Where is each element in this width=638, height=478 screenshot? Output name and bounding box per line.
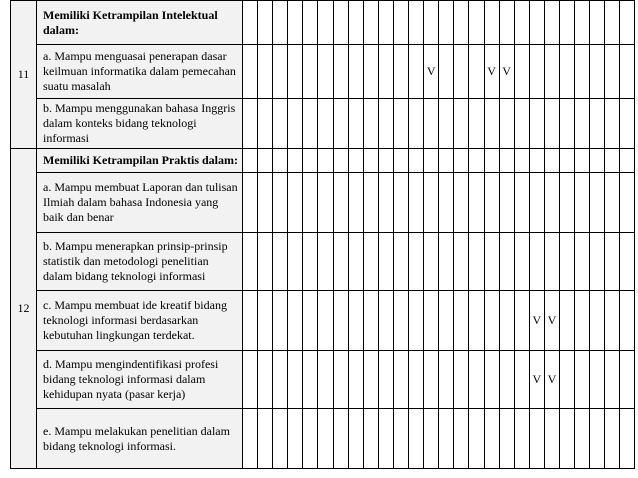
mark-cell (559, 45, 574, 99)
mark-cell (273, 173, 288, 233)
mark-cell (529, 233, 544, 291)
mark-cell (575, 233, 590, 291)
mark-cell (288, 291, 303, 351)
mark-cell (484, 351, 499, 409)
table-row (11, 409, 635, 469)
mark-cell: V (484, 45, 499, 99)
mark-cell: V (529, 351, 544, 409)
mark-cell (529, 149, 544, 173)
mark-cell (544, 45, 559, 99)
mark-cell (273, 149, 288, 173)
mark-cell (469, 99, 484, 149)
mark-cell (378, 173, 393, 233)
mark-cell (439, 173, 454, 233)
mark-cell (318, 1, 333, 45)
mark-cell (348, 351, 363, 409)
mark-cell (575, 45, 590, 99)
mark-cell (393, 351, 408, 409)
mark-cell (273, 99, 288, 149)
mark-cell (590, 351, 605, 409)
mark-cell (318, 173, 333, 233)
mark-cell (258, 99, 273, 149)
mark-cell (333, 1, 348, 45)
mark-cell (544, 409, 559, 469)
mark-cell (333, 351, 348, 409)
mark-cell (499, 99, 514, 149)
mark-cell (318, 45, 333, 99)
mark-cell (363, 99, 378, 149)
mark-cell (529, 1, 544, 45)
mark-cell (529, 45, 544, 99)
competency-item: d. Mampu mengindentifikasi profesi bidang teknologi informasi dalam kehidupan nyata (pasar kerja) (37, 351, 243, 409)
mark-cell (544, 1, 559, 45)
mark-cell (605, 45, 620, 99)
mark-cell (258, 351, 273, 409)
mark-cell (484, 409, 499, 469)
competency-item: e. Mampu melakukan penelitian dalam bidang teknologi informasi. (37, 409, 243, 469)
mark-cell (454, 173, 469, 233)
mark-cell (499, 409, 514, 469)
mark-cell (424, 1, 439, 45)
mark-cell (514, 409, 529, 469)
mark-cell (333, 291, 348, 351)
mark-cell (469, 149, 484, 173)
table-row (11, 45, 635, 99)
mark-cell (469, 173, 484, 233)
mark-cell (620, 233, 635, 291)
mark-cell (605, 1, 620, 45)
mark-cell (363, 351, 378, 409)
mark-cell (424, 409, 439, 469)
mark-cell (303, 45, 318, 99)
mark-cell (333, 409, 348, 469)
mark-cell (590, 233, 605, 291)
mark-cell (559, 99, 574, 149)
table-row (11, 173, 635, 233)
mark-cell (348, 149, 363, 173)
mark-cell (439, 291, 454, 351)
mark-cell: V (544, 291, 559, 351)
mark-cell (469, 409, 484, 469)
mark-cell (544, 173, 559, 233)
mark-cell (303, 173, 318, 233)
competency-item: a. Mampu menguasai penerapan dasar keilmuan informatika dalam pemecahan suatu masalah (37, 45, 243, 99)
mark-cell (393, 1, 408, 45)
mark-cell (393, 149, 408, 173)
mark-cell (469, 351, 484, 409)
mark-cell (620, 149, 635, 173)
mark-cell (514, 233, 529, 291)
mark-cell (484, 233, 499, 291)
assessment-table (10, 0, 635, 469)
mark-cell (514, 351, 529, 409)
mark-cell (243, 351, 258, 409)
mark-cell (273, 45, 288, 99)
mark-cell (378, 233, 393, 291)
mark-cell (620, 351, 635, 409)
mark-cell (454, 409, 469, 469)
mark-cell (454, 351, 469, 409)
mark-cell (620, 45, 635, 99)
mark-cell (605, 291, 620, 351)
mark-cell (590, 45, 605, 99)
mark-cell (333, 149, 348, 173)
mark-cell (333, 45, 348, 99)
mark-cell (605, 351, 620, 409)
mark-cell (575, 409, 590, 469)
table-row (11, 99, 635, 149)
mark-cell (348, 45, 363, 99)
mark-cell (620, 99, 635, 149)
mark-cell (605, 149, 620, 173)
mark-cell: V (544, 351, 559, 409)
table-row (11, 149, 635, 173)
mark-cell (575, 1, 590, 45)
mark-cell (469, 1, 484, 45)
mark-cell (243, 1, 258, 45)
table-row (11, 233, 635, 291)
mark-cell (363, 45, 378, 99)
mark-cell (378, 351, 393, 409)
table-row (11, 1, 635, 45)
mark-cell (454, 99, 469, 149)
mark-cell (273, 291, 288, 351)
mark-cell (529, 409, 544, 469)
mark-cell (559, 173, 574, 233)
mark-cell (363, 1, 378, 45)
mark-cell (575, 351, 590, 409)
mark-cell (439, 409, 454, 469)
mark-cell (590, 291, 605, 351)
mark-cell (303, 409, 318, 469)
mark-cell (590, 409, 605, 469)
mark-cell (575, 173, 590, 233)
mark-cell (288, 99, 303, 149)
mark-cell (393, 291, 408, 351)
mark-cell (243, 149, 258, 173)
mark-cell (333, 233, 348, 291)
mark-cell (605, 233, 620, 291)
row-number: 12 (11, 149, 37, 469)
mark-cell (484, 173, 499, 233)
mark-cell (288, 173, 303, 233)
mark-cell (363, 233, 378, 291)
mark-cell (348, 1, 363, 45)
mark-cell (529, 99, 544, 149)
mark-cell (243, 409, 258, 469)
mark-cell (348, 173, 363, 233)
mark-cell (273, 233, 288, 291)
mark-cell (273, 351, 288, 409)
mark-cell (378, 1, 393, 45)
mark-cell (303, 233, 318, 291)
mark-cell (439, 99, 454, 149)
mark-cell (333, 99, 348, 149)
mark-cell: V (424, 45, 439, 99)
mark-cell: V (499, 45, 514, 99)
mark-cell (499, 1, 514, 45)
mark-cell (575, 99, 590, 149)
mark-cell (348, 409, 363, 469)
mark-cell (454, 233, 469, 291)
mark-cell (288, 149, 303, 173)
mark-cell (409, 173, 424, 233)
mark-cell (363, 291, 378, 351)
mark-cell (575, 291, 590, 351)
mark-cell (243, 173, 258, 233)
mark-cell (454, 149, 469, 173)
mark-cell (514, 149, 529, 173)
mark-cell (499, 233, 514, 291)
mark-cell (424, 149, 439, 173)
mark-cell (529, 173, 544, 233)
mark-cell (620, 1, 635, 45)
mark-cell (439, 351, 454, 409)
mark-cell (393, 233, 408, 291)
row-number: 11 (11, 1, 37, 149)
mark-cell (378, 45, 393, 99)
mark-cell (409, 233, 424, 291)
mark-cell (318, 291, 333, 351)
mark-cell (348, 291, 363, 351)
mark-cell (409, 99, 424, 149)
mark-cell (318, 149, 333, 173)
mark-cell (258, 1, 273, 45)
mark-cell (544, 99, 559, 149)
mark-cell (303, 99, 318, 149)
mark-cell (424, 351, 439, 409)
mark-cell (409, 351, 424, 409)
mark-cell (393, 409, 408, 469)
mark-cell (484, 291, 499, 351)
mark-cell (378, 149, 393, 173)
mark-cell (424, 291, 439, 351)
mark-cell (484, 1, 499, 45)
mark-cell (333, 173, 348, 233)
mark-cell (514, 173, 529, 233)
mark-cell (393, 173, 408, 233)
competency-item: b. Mampu menerapkan prinsip-prinsip statistik dan metodologi penelitian dalam bidang teknologi informasi (37, 233, 243, 291)
mark-cell (499, 149, 514, 173)
mark-cell (620, 291, 635, 351)
mark-cell (605, 99, 620, 149)
mark-cell (514, 45, 529, 99)
mark-cell (258, 233, 273, 291)
mark-cell (393, 99, 408, 149)
mark-cell (258, 45, 273, 99)
mark-cell (348, 233, 363, 291)
mark-cell (288, 409, 303, 469)
mark-cell (590, 99, 605, 149)
mark-cell (363, 173, 378, 233)
mark-cell (544, 233, 559, 291)
mark-cell (439, 1, 454, 45)
mark-cell (559, 409, 574, 469)
mark-cell (243, 233, 258, 291)
mark-cell (439, 149, 454, 173)
mark-cell (303, 291, 318, 351)
mark-cell (288, 233, 303, 291)
mark-cell (469, 291, 484, 351)
mark-cell (348, 99, 363, 149)
competency-item: a. Mampu membuat Laporan dan tulisan Ilmiah dalam bahasa Indonesia yang baik dan benar (37, 173, 243, 233)
mark-cell (424, 173, 439, 233)
mark-cell (590, 1, 605, 45)
mark-cell (288, 1, 303, 45)
mark-cell (484, 149, 499, 173)
mark-cell (590, 173, 605, 233)
mark-cell (499, 351, 514, 409)
mark-cell (469, 45, 484, 99)
mark-cell (378, 99, 393, 149)
mark-cell (243, 99, 258, 149)
mark-cell (378, 409, 393, 469)
mark-cell (318, 233, 333, 291)
mark-cell (409, 149, 424, 173)
mark-cell (454, 45, 469, 99)
section-heading: Memiliki Ketrampilan Intelektual dalam: (37, 1, 243, 45)
mark-cell (409, 291, 424, 351)
mark-cell (303, 351, 318, 409)
mark-cell (303, 149, 318, 173)
mark-cell (288, 45, 303, 99)
mark-cell (559, 1, 574, 45)
mark-cell: V (529, 291, 544, 351)
table-row (11, 351, 635, 409)
mark-cell (409, 1, 424, 45)
mark-cell (575, 149, 590, 173)
mark-cell (318, 99, 333, 149)
mark-cell (363, 149, 378, 173)
mark-cell (559, 291, 574, 351)
mark-cell (409, 45, 424, 99)
mark-cell (303, 1, 318, 45)
mark-cell (559, 233, 574, 291)
mark-cell (590, 149, 605, 173)
mark-cell (258, 291, 273, 351)
mark-cell (273, 409, 288, 469)
mark-cell (258, 149, 273, 173)
mark-cell (439, 45, 454, 99)
mark-cell (605, 409, 620, 469)
mark-cell (514, 291, 529, 351)
mark-cell (424, 99, 439, 149)
mark-cell (258, 173, 273, 233)
mark-cell (454, 291, 469, 351)
competency-item: b. Mampu menggunakan bahasa Inggris dalam konteks bidang teknologi informasi (37, 99, 243, 149)
mark-cell (378, 291, 393, 351)
mark-cell (318, 351, 333, 409)
competency-item: c. Mampu membuat ide kreatif bidang teknologi informasi berdasarkan kebutuhan lingkungan terdekat. (37, 291, 243, 351)
mark-cell (258, 409, 273, 469)
mark-cell (273, 1, 288, 45)
mark-cell (243, 45, 258, 99)
mark-cell (620, 409, 635, 469)
mark-cell (469, 233, 484, 291)
mark-cell (499, 291, 514, 351)
section-heading: Memiliki Ketrampilan Praktis dalam: (37, 149, 243, 173)
mark-cell (544, 149, 559, 173)
mark-cell (484, 99, 499, 149)
mark-cell (439, 233, 454, 291)
mark-cell (243, 291, 258, 351)
table-row (11, 291, 635, 351)
mark-cell (363, 409, 378, 469)
mark-cell (559, 351, 574, 409)
mark-cell (318, 409, 333, 469)
mark-cell (514, 99, 529, 149)
mark-cell (620, 173, 635, 233)
mark-cell (499, 173, 514, 233)
mark-cell (514, 1, 529, 45)
mark-cell (454, 1, 469, 45)
mark-cell (605, 173, 620, 233)
mark-cell (424, 233, 439, 291)
mark-cell (559, 149, 574, 173)
mark-cell (409, 409, 424, 469)
mark-cell (393, 45, 408, 99)
mark-cell (288, 351, 303, 409)
